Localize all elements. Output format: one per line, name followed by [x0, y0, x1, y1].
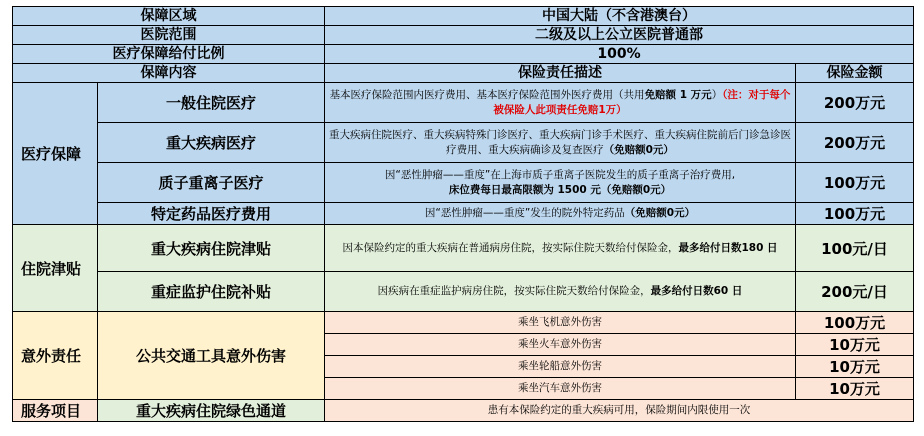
item-amount: 10万元 — [796, 334, 914, 356]
table-row — [13, 400, 914, 422]
payout-ratio-value: 100% — [325, 45, 914, 64]
item-amount: 10万元 — [796, 378, 914, 400]
table-row — [13, 123, 914, 163]
category-hospital-allowance: 住院津贴 — [13, 225, 98, 312]
item-name: 重大疾病住院绿色通道 — [98, 400, 325, 422]
deductible-note: （注：对于每个被保险人此项责任免赔1万） — [493, 88, 791, 116]
item-description: 重大疾病住院医疗、重大疾病特殊门诊医疗、重大疾病门诊手术医疗、重大疾病住院前后门诊急诊医疗费用、重大疾病确诊及复查医疗（免赔额0元） — [325, 123, 796, 163]
region-label: 保障区域 — [13, 7, 325, 26]
item-amount: 200万元 — [796, 123, 914, 163]
hospital-scope-value: 二级及以上公立医院普通部 — [325, 26, 914, 45]
table-row — [13, 312, 914, 334]
item-description: 乘坐轮船意外伤害 — [325, 356, 796, 378]
item-amount: 10万元 — [796, 356, 914, 378]
coverage-content-header: 保障内容 — [13, 64, 325, 83]
item-description: 患有本保险约定的重大疾病可用，保险期间内限使用一次 — [325, 400, 914, 422]
table-row — [13, 203, 914, 225]
item-amount: 100万元 — [796, 312, 914, 334]
table-row — [13, 225, 914, 272]
table-row — [13, 272, 914, 312]
item-amount: 200元/日 — [796, 272, 914, 312]
item-name: 质子重离子医疗 — [98, 163, 325, 203]
item-description: 因“恶性肿瘤——重度”在上海市质子重离子医院发生的质子重离子治疗费用, 床位费每日最高限额为 1500 元（免赔额0元） — [325, 163, 796, 203]
table-row — [13, 163, 914, 203]
item-amount: 200万元 — [796, 83, 914, 123]
item-description: 因疾病在重症监护病房住院，按实际住院天数给付保险金，最多给付日数60 日 — [325, 272, 796, 312]
item-description: 乘坐飞机意外伤害 — [325, 312, 796, 334]
category-service: 服务项目 — [13, 400, 98, 422]
liability-description-header: 保险责任描述 — [325, 64, 796, 83]
item-amount: 100万元 — [796, 203, 914, 225]
table-row — [13, 83, 914, 123]
item-name: 特定药品医疗费用 — [98, 203, 325, 225]
item-name: 重大疾病住院津贴 — [98, 225, 325, 272]
item-name: 一般住院医疗 — [98, 83, 325, 123]
category-medical: 医疗保障 — [13, 83, 98, 225]
region-value: 中国大陆（不含港澳台） — [325, 7, 914, 26]
item-amount: 100万元 — [796, 163, 914, 203]
hospital-scope-label: 医院范围 — [13, 26, 325, 45]
item-description: 因本保险约定的重大疾病在普通病房住院，按实际住院天数给付保险金，最多给付日数180 日 — [325, 225, 796, 272]
item-description: 因“恶性肿瘤——重度”发生的院外特定药品（免赔额0元） — [325, 203, 796, 225]
item-description: 乘坐火车意外伤害 — [325, 334, 796, 356]
insurance-benefit-table — [12, 6, 914, 422]
item-name: 公共交通工具意外伤害 — [98, 312, 325, 400]
item-name: 重症监护住院补贴 — [98, 272, 325, 312]
item-amount: 100元/日 — [796, 225, 914, 272]
item-description: 基本医疗保险范围内医疗费用、基本医疗保险范围外医疗费用（共用免赔额 1 万元）（注：对于每个被保险人此项责任免赔1万） — [325, 83, 796, 123]
item-description: 乘坐汽车意外伤害 — [325, 378, 796, 400]
category-accident: 意外责任 — [13, 312, 98, 400]
item-name: 重大疾病医疗 — [98, 123, 325, 163]
payout-ratio-label: 医疗保障给付比例 — [13, 45, 325, 64]
insured-amount-header: 保险金额 — [796, 64, 914, 83]
